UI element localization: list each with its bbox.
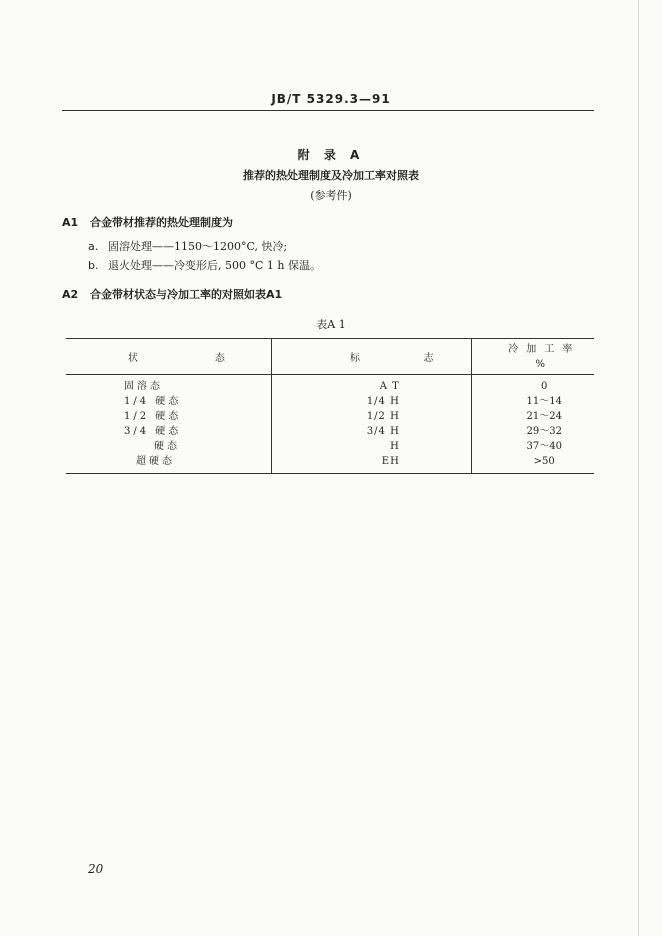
table-caption: 表A 1 [316, 318, 346, 331]
table-row [66, 424, 594, 439]
section-number: A1 [62, 216, 79, 229]
header-char: 志 [423, 353, 434, 364]
cell-status: 超硬态 [66, 454, 271, 474]
section-heading-a2 [62, 286, 282, 302]
list-item-marker: a. [88, 240, 99, 253]
cell-mark [271, 375, 472, 395]
section-heading-a1 [62, 214, 233, 230]
header-char: 标 [349, 353, 360, 364]
section-title: 合金带材推荐的热处理制度为 [90, 216, 233, 229]
page-number: 20 [88, 862, 104, 876]
cell-mark-text: A T [379, 381, 400, 392]
cell-status: 3/4 硬态 [66, 424, 271, 439]
table-row [66, 375, 594, 395]
column-header-mark [271, 339, 472, 375]
list-item-text: 退火处理——冷变形后, 500 °C 1 h 保温。 [108, 259, 321, 272]
section-number: A2 [62, 288, 79, 301]
conversion-table [66, 338, 594, 474]
header-char: 态 [214, 353, 225, 364]
column-header-status [66, 339, 271, 375]
column-header-rate [472, 339, 594, 375]
cell-mark [271, 409, 472, 424]
cell-rate: 11～14 [526, 396, 562, 407]
cell-mark [271, 424, 472, 439]
cell-status: 1/4 硬态 [66, 394, 271, 409]
cell-rate: >50 [533, 456, 555, 467]
cell-status: 1/2 硬态 [66, 409, 271, 424]
cell-mark-text: 1/4 H [366, 396, 400, 407]
list-item [88, 238, 287, 254]
cell-mark [271, 454, 472, 474]
cell-mark-text: H [390, 441, 400, 452]
appendix-subtitle: 推荐的热处理制度及冷加工率对照表 [243, 169, 419, 182]
cell-rate: 21～24 [526, 411, 562, 422]
list-item-text: 固溶处理——1150～1200°C, 快冷; [108, 240, 288, 253]
cell-mark [271, 394, 472, 409]
table-row [66, 409, 594, 424]
table-row [66, 454, 594, 474]
list-item [88, 257, 321, 273]
header-rate-label: 冷加工率 [508, 343, 581, 355]
scan-margin-line [638, 0, 639, 936]
appendix-title: 附 录 A [297, 148, 365, 162]
cell-mark-text: 1/2 H [366, 411, 400, 422]
header-rule [62, 110, 594, 111]
standard-code: JB/T 5329.3—91 [271, 92, 391, 106]
cell-mark-text: EH [381, 456, 400, 467]
header-char: 状 [128, 353, 138, 364]
table-row [66, 439, 594, 454]
appendix-note: (参考件) [310, 189, 352, 202]
cell-rate: 0 [541, 381, 548, 392]
section-title: 合金带材状态与冷加工率的对照如表A1 [90, 288, 283, 301]
table-header-row [66, 339, 594, 375]
header-rate-unit: % [535, 358, 553, 370]
cell-rate: 29～32 [526, 426, 562, 437]
cell-mark-text: 3/4 H [366, 426, 400, 437]
list-item-marker: b. [88, 259, 99, 272]
cell-mark [271, 439, 472, 454]
table-row [66, 394, 594, 409]
cell-status: 硬态 [66, 439, 271, 454]
cell-status: 固溶态 [66, 375, 271, 395]
cell-rate: 37～40 [526, 441, 562, 452]
